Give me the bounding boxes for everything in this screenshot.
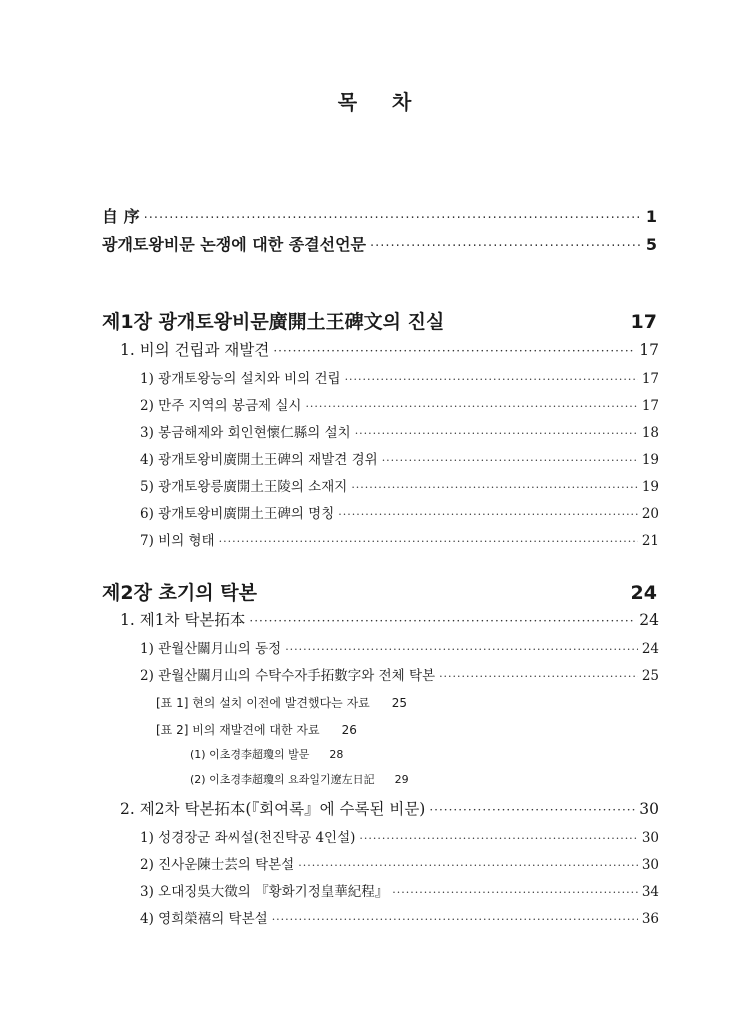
table-sub-page: 28 <box>329 748 344 761</box>
section-label: 1. 비의 건립과 재발견 <box>120 341 270 359</box>
chapter-1-heading[interactable] <box>102 307 657 334</box>
item-label: 2) 관월산關月山의 수탁수자手拓數字와 전체 탁본 <box>140 668 436 684</box>
item-page: 34 <box>641 884 659 900</box>
toc-entry-declaration[interactable] <box>102 232 657 255</box>
dot-leader <box>338 508 638 521</box>
chapter-page: 17 <box>630 311 657 333</box>
item-page: 36 <box>641 911 659 927</box>
toc-section[interactable] <box>120 608 659 630</box>
item-label: 3) 봉금해제와 회인현懷仁縣의 설치 <box>140 425 351 441</box>
section-label: 2. 제2차 탁본拓本(『회여록』에 수록된 비문) <box>120 800 426 818</box>
dot-leader <box>370 239 642 254</box>
dot-leader <box>219 535 638 548</box>
toc-section[interactable] <box>120 338 659 360</box>
item-page: 18 <box>641 425 659 441</box>
toc-table-entry[interactable] <box>156 694 407 711</box>
toc-entry-page: 5 <box>645 235 657 254</box>
chapter-title: 제2장 초기의 탁본 <box>102 582 257 604</box>
dot-leader <box>429 803 635 817</box>
item-label: 5) 광개토왕릉廣開土王陵의 소재지 <box>140 479 348 495</box>
item-label: 7) 비의 형태 <box>140 533 215 549</box>
item-label: 2) 진사운陳士芸의 탁본설 <box>140 857 295 873</box>
toc-item[interactable] <box>140 367 659 387</box>
dot-leader <box>392 886 638 899</box>
toc-item[interactable] <box>140 502 659 522</box>
dot-leader <box>382 454 638 467</box>
table-sub-label: (2) 이초경李超瓊의 요좌일기遼左日記 <box>190 773 375 786</box>
item-label: 2) 만주 지역의 봉금제 실시 <box>140 398 302 414</box>
toc-table-sub-entry[interactable] <box>190 771 409 787</box>
toc-item[interactable] <box>140 448 659 468</box>
dot-leader <box>345 373 638 386</box>
section-page: 17 <box>639 341 659 359</box>
section-page: 24 <box>639 611 659 629</box>
toc-item[interactable] <box>140 475 659 495</box>
section-label: 1. 제1차 탁본拓本 <box>120 611 246 629</box>
item-page: 30 <box>641 857 659 873</box>
dot-leader <box>144 211 642 226</box>
item-page: 17 <box>641 371 659 387</box>
item-page: 24 <box>641 641 659 657</box>
dot-leader <box>298 859 638 872</box>
table-page: 26 <box>341 723 357 737</box>
item-page: 30 <box>641 830 659 846</box>
toc-entry-label: 광개토왕비문 논쟁에 대한 종결선언문 <box>102 235 367 254</box>
table-label: [표 1] 현의 설치 이전에 발견했다는 자료 <box>156 696 370 710</box>
toc-entry-page: 1 <box>645 207 657 226</box>
item-label: 3) 오대징吳大徵의 『황화기정皇華紀程』 <box>140 884 389 900</box>
page-title: 목 차 <box>337 90 426 114</box>
chapter-title: 제1장 광개토왕비문廣開土王碑文의 진실 <box>102 311 445 333</box>
item-page: 25 <box>641 668 659 684</box>
dot-leader <box>249 614 635 628</box>
toc-item[interactable] <box>140 529 659 549</box>
toc-entry-preface[interactable] <box>102 204 657 227</box>
item-label: 6) 광개토왕비廣開土王碑의 명칭 <box>140 506 335 522</box>
section-page: 30 <box>639 800 659 818</box>
toc-item[interactable] <box>140 664 659 684</box>
table-sub-page: 29 <box>394 773 409 786</box>
toc-entry-label: 自 序 <box>102 207 140 226</box>
dot-leader <box>359 832 637 845</box>
item-label: 1) 성경장군 좌씨설(천진탁공 4인설) <box>140 830 356 846</box>
item-label: 4) 영희榮禧의 탁본설 <box>140 911 268 927</box>
toc-item[interactable] <box>140 853 659 873</box>
table-sub-label: (1) 이초경李超瓊의 발문 <box>190 748 310 761</box>
toc-item[interactable] <box>140 394 659 414</box>
toc-section[interactable] <box>120 797 659 819</box>
dot-leader <box>351 481 638 494</box>
item-page: 19 <box>641 452 659 468</box>
item-label: 4) 광개토왕비廣開土王碑의 재발견 경위 <box>140 452 378 468</box>
chapter-page: 24 <box>630 582 657 604</box>
item-page: 20 <box>641 506 659 522</box>
table-page: 25 <box>391 696 408 710</box>
item-label: 1) 관월산關月山의 동정 <box>140 641 282 657</box>
toc-item[interactable] <box>140 826 659 846</box>
table-label: [표 2] 비의 재발견에 대한 자료 <box>156 723 320 737</box>
dot-leader <box>355 427 638 440</box>
item-page: 19 <box>641 479 659 495</box>
dot-leader <box>305 400 637 413</box>
toc-item[interactable] <box>140 421 659 441</box>
toc-table-entry[interactable] <box>156 721 357 738</box>
dot-leader <box>273 344 635 358</box>
item-label: 1) 광개토왕능의 설치와 비의 건립 <box>140 371 341 387</box>
item-page: 17 <box>641 398 659 414</box>
toc-item[interactable] <box>140 880 659 900</box>
dot-leader <box>285 643 638 656</box>
chapter-2-heading[interactable] <box>102 578 657 605</box>
dot-leader <box>272 913 638 926</box>
toc-item[interactable] <box>140 637 659 657</box>
dot-leader <box>439 670 638 683</box>
toc-item[interactable] <box>140 907 659 927</box>
toc-table-sub-entry[interactable] <box>190 746 343 762</box>
item-page: 21 <box>641 533 659 549</box>
